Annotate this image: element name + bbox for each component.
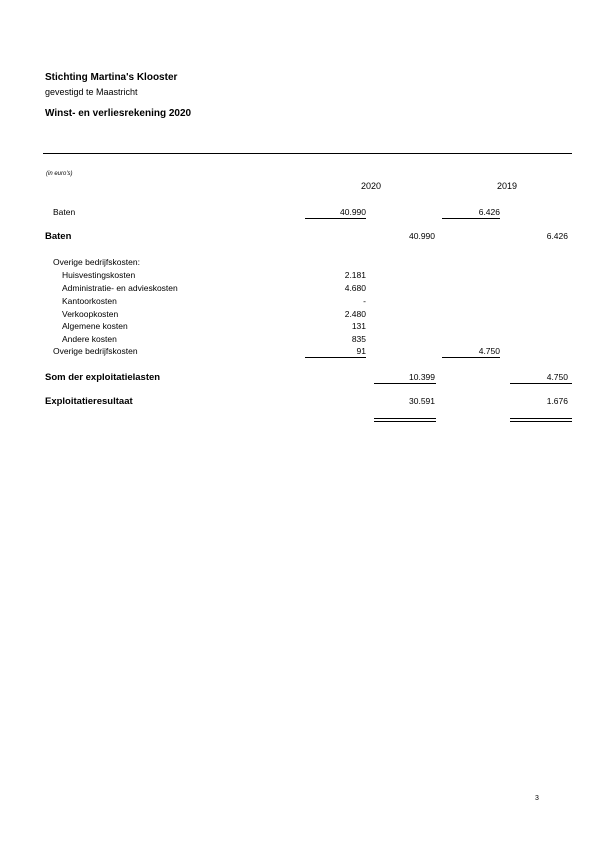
table-row-baten-total — [0, 231, 595, 244]
row-label: Baten — [53, 207, 76, 217]
value-2019-total: 1.676 — [546, 396, 568, 406]
value-2020-detail: 131 — [351, 321, 366, 331]
row-label: Administratie- en advieskosten — [62, 283, 178, 293]
row-label: Exploitatieresultaat — [45, 396, 133, 407]
value-2020-total: 40.990 — [409, 231, 435, 241]
year-previous-header: 2019 — [496, 181, 518, 191]
underline-2020-total — [374, 383, 436, 384]
value-2020-detail: 2.181 — [344, 270, 366, 280]
value-2020-detail: 40.990 — [340, 207, 366, 217]
table-row — [0, 321, 595, 334]
row-label: Verkoopkosten — [62, 309, 119, 319]
underline-2020-detail — [305, 218, 366, 219]
organization-name: Stichting Martina's Klooster — [45, 72, 178, 83]
value-2019-total: 4.750 — [546, 372, 568, 382]
table-row-baten-detail — [0, 207, 595, 220]
value-2020-total: 30.591 — [409, 396, 435, 406]
value-2020-total: 10.399 — [409, 372, 435, 382]
row-label: Baten — [45, 231, 72, 242]
table-row — [0, 270, 595, 283]
organization-location: gevestigd te Maastricht — [45, 87, 138, 97]
row-label: Algemene kosten — [62, 321, 128, 331]
value-2020-detail: - — [363, 296, 366, 306]
value-2019-detail: 4.750 — [478, 346, 500, 356]
table-row — [0, 296, 595, 309]
double-underline-2019 — [510, 418, 572, 422]
unit-note: (in euro's) — [46, 171, 73, 177]
underline-2019-total — [510, 383, 572, 384]
value-2020-detail: 4.680 — [344, 283, 366, 293]
row-label: Huisvestingskosten — [62, 270, 136, 280]
double-underline-2020 — [374, 418, 436, 422]
value-2020-detail: 91 — [356, 346, 366, 356]
page-number: 3 — [535, 795, 539, 802]
row-label: Kantoorkosten — [62, 296, 117, 306]
table-row-result — [0, 396, 595, 409]
statement-title: Winst- en verliesrekening 2020 — [45, 108, 192, 119]
value-2019-detail: 6.426 — [478, 207, 500, 217]
row-label: Overige bedrijfskosten: — [53, 257, 140, 267]
table-row — [0, 283, 595, 296]
table-row-total-expenses — [0, 372, 595, 385]
table-row-section-heading — [0, 257, 595, 270]
header-rule — [43, 153, 572, 154]
value-2019-total: 6.426 — [546, 231, 568, 241]
underline-2019-detail — [442, 218, 500, 219]
year-current-header: 2020 — [360, 181, 382, 191]
row-label: Som der exploitatielasten — [45, 372, 161, 383]
value-2020-detail: 835 — [351, 334, 366, 344]
table-row-costs-subtotal — [0, 346, 595, 359]
row-label: Overige bedrijfskosten — [53, 346, 138, 356]
row-label: Andere kosten — [62, 334, 117, 344]
underline-2019-costs — [442, 357, 500, 358]
underline-2020-costs — [305, 357, 366, 358]
value-2020-detail: 2.480 — [344, 309, 366, 319]
